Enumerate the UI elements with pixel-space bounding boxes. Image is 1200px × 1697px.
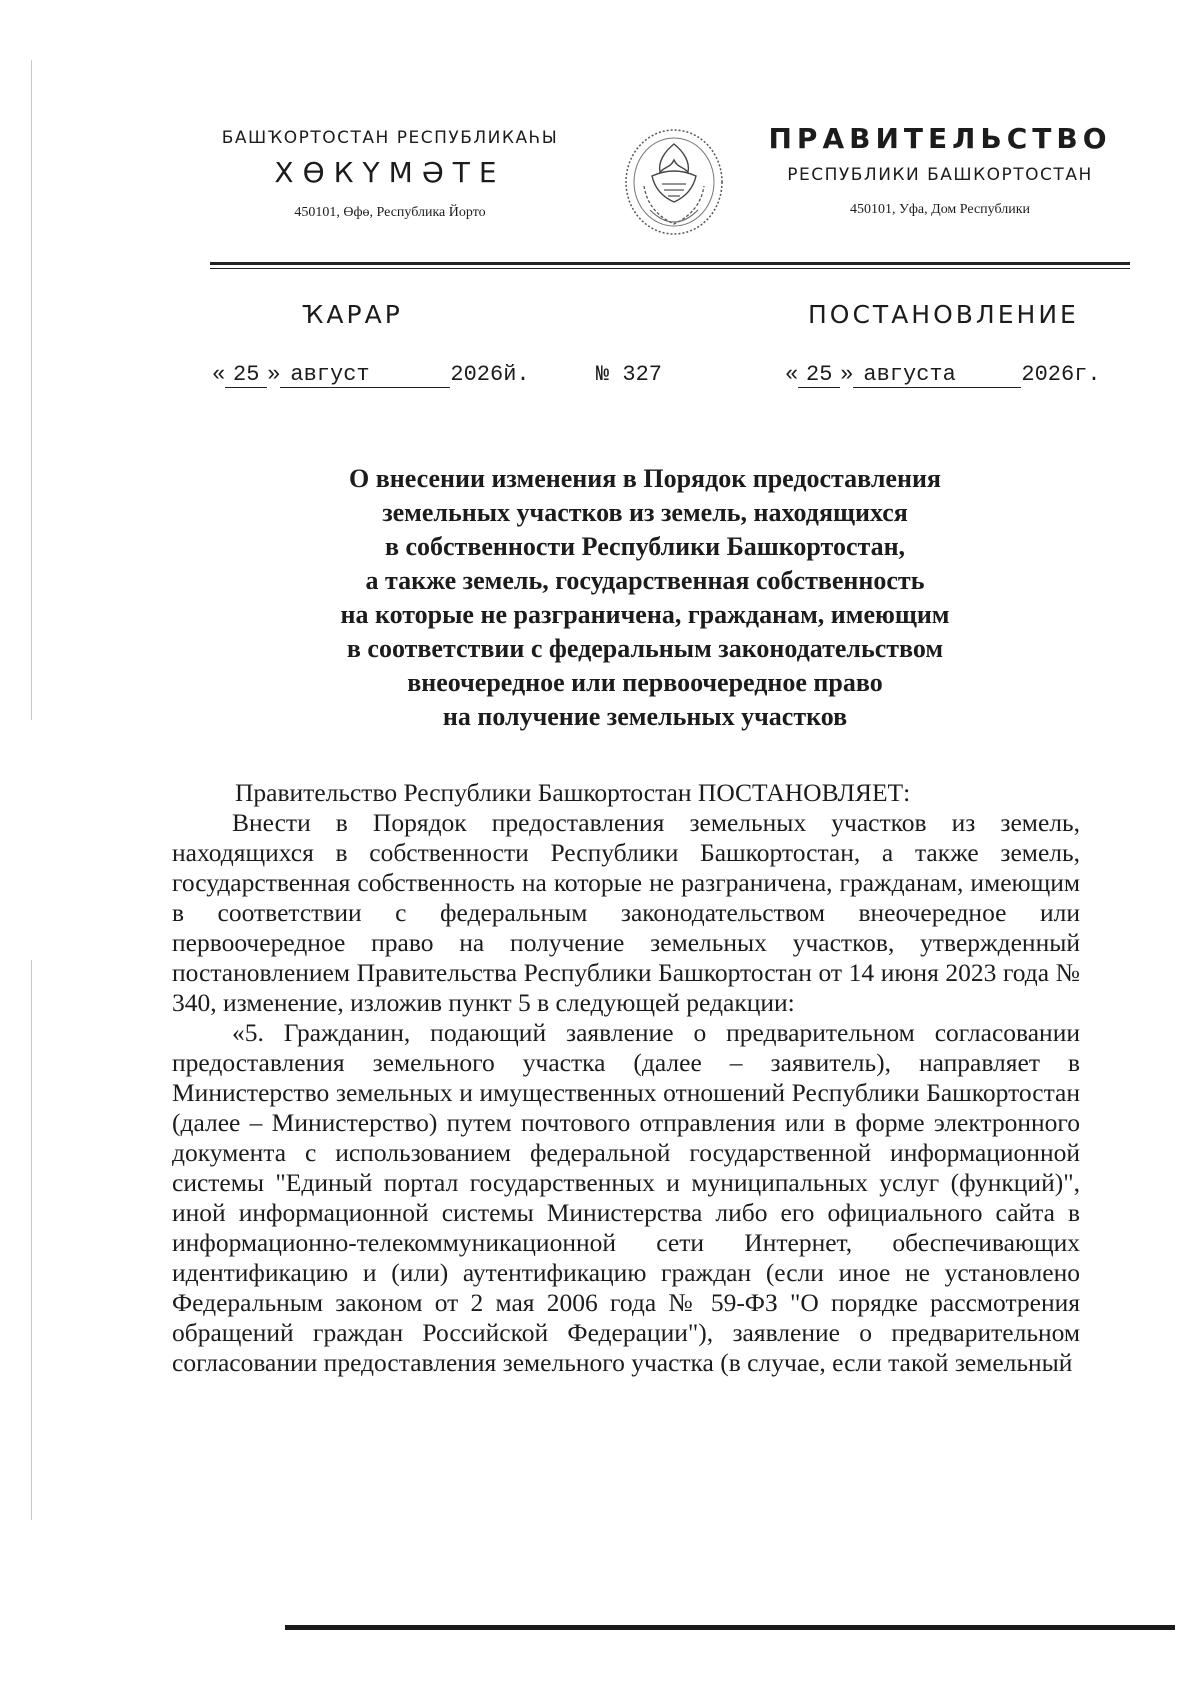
header-right-block [760,122,1120,218]
header-right-line2: РЕСПУБЛИКИ БАШКОРТОСТАН [787,165,1093,185]
scan-edge-line [31,960,32,1520]
date-right-day: 25 [798,362,840,388]
title-line: земельных участков из земель, находящихся [382,498,908,527]
date-right-open-quote: « [785,362,799,387]
date-right-close-quote: » [840,362,854,387]
header-left-line2: ХӨКҮМӘТЕ [274,156,506,189]
header-rule-thick [210,262,1130,265]
scan-footer-bar [285,1625,1175,1630]
date-left [212,362,530,388]
coat-of-arms-icon [622,126,726,238]
document-title [220,462,1070,734]
document-body [172,778,1080,1378]
date-left-close-quote: » [267,362,281,387]
date-left-month: август [280,362,450,388]
doc-type-left: ҠАРАР [302,300,403,329]
title-line: внеочередное или первоочередное право [407,668,883,697]
title-line: в соответствии с федеральным законодательством [346,634,944,663]
body-paragraph-resolves: Правительство Республики Башкортостан ПОСТАНОВЛЯЕТ: [235,778,911,807]
scan-edge-line [31,60,32,720]
title-line: в собственности Республики Башкортостан, [384,532,906,561]
header-right-address: 450101, Уфа, Дом Республики [849,202,1031,217]
date-left-open-quote: « [212,362,226,387]
title-line: на которые не разграничена, гражданам, имеющим [340,600,950,629]
header-left-line1: БАШҠОРТОСТАН РЕСПУБЛИКАҺЫ [221,128,559,148]
title-line: на получение земельных участков [442,702,848,731]
document-number: № 327 [596,362,663,387]
header-left-address: 450101, Өфө, Республика Йорто [294,205,486,220]
header-right-line1: ПРАВИТЕЛЬСТВО [768,122,1112,155]
title-line: О внесении изменения в Порядок предоставления [349,464,941,493]
body-paragraph-item-5: «5. Гражданин, подающий заявление о предварительном согласовании предоставления земельного участка (далее – заявитель), направляет в Министерство земельных и имущественных отношений Республики Башкортостан (далее – Министерство) путем почтового отправления или в форме электронного документа с использованием федеральной государственной информационной системы "Единый портал государственных и муниципальных услуг (функций)", иной информационной системы Министерства либо его официального сайта в информационно-телекоммуникационной сети Интернет, обеспечивающих идентификацию и (или) аутентификацию граждан (если иное не установлено Федеральным законом от 2 мая 2006 года № 59-ФЗ "О порядке рассмотрения обращений граждан Российской Федерации"), заявление о предварительном согласовании предоставления земельного участка (в случае, если такой земельный [172,1018,1080,1377]
date-right-month: августа [853,362,1021,388]
header-rule-thin [210,268,1130,269]
date-left-year: 2026й. [450,362,530,387]
date-left-day: 25 [225,362,267,388]
body-paragraph-amend: Внести в Порядок предоставления земельных участков из земель, находящихся в собственности Республики Башкортостан, а также земель, государственная собственность на которые не разграничена, гражданам, имеющим в соответствии с федеральным законодательством внеочередное или первоочередное право на получение земельных участков, утвержденный постановлением Правительства Республики Башкортостан от 14 июня 2023 года № 340, изменение, изложив пункт 5 в следующей редакции: [172,808,1080,1017]
header-left-block [200,128,580,221]
title-line: а также земель, государственная собственность [365,566,925,595]
date-right-year: 2026г. [1021,362,1101,387]
doc-type-right: ПОСТАНОВЛЕНИЕ [808,300,1079,329]
date-right [785,362,1101,388]
